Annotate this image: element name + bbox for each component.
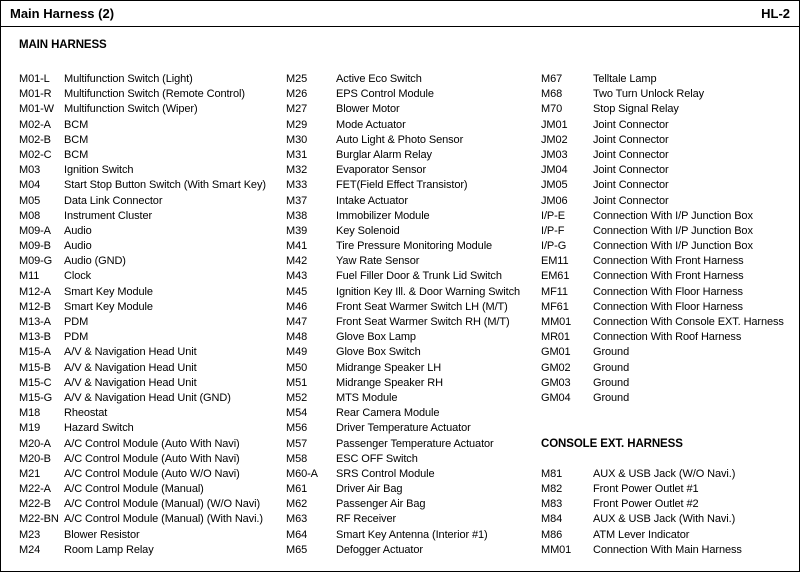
connector-code: M60-A	[286, 467, 318, 480]
connector-desc: Front Seat Warmer Switch RH (M/T)	[336, 316, 510, 328]
connector-column-1	[19, 72, 285, 558]
connector-row	[541, 300, 797, 315]
connector-desc: Connection With I/P Junction Box	[593, 209, 753, 222]
connector-code: M37	[286, 194, 308, 207]
connector-desc: Mode Actuator	[336, 118, 406, 131]
connector-row	[19, 482, 285, 497]
connector-row	[19, 330, 285, 345]
connector-row	[541, 528, 797, 543]
connector-desc: Clock	[64, 270, 92, 283]
connector-row	[286, 118, 540, 133]
connector-code: M22-BN	[19, 513, 59, 526]
connector-desc: A/V & Navigation Head Unit	[64, 376, 197, 389]
connector-desc: Front Power Outlet #1	[593, 483, 699, 496]
connector-desc: Driver Air Bag	[336, 483, 403, 496]
spacer	[541, 406, 797, 436]
connector-desc: BCM	[64, 148, 89, 161]
connector-row	[19, 361, 285, 376]
connector-row	[286, 224, 540, 239]
connector-code: GM01	[541, 346, 571, 359]
connector-row	[286, 512, 540, 527]
connector-desc: Smart Key Module	[64, 285, 153, 298]
connector-code: JM01	[541, 118, 568, 131]
connector-row	[19, 224, 285, 239]
connector-code: JM06	[541, 194, 568, 207]
connector-row	[286, 421, 540, 436]
connector-desc: FET(Field Effect Transistor)	[336, 179, 468, 192]
connector-row	[541, 467, 797, 482]
connector-row	[19, 72, 285, 87]
connector-desc: Passenger Temperature Actuator	[336, 437, 494, 450]
connector-code: M12-A	[19, 285, 51, 298]
connector-row	[286, 269, 540, 284]
connector-row	[541, 254, 797, 269]
connector-column-2	[286, 72, 540, 558]
connector-row	[286, 194, 540, 209]
connector-code: EM61	[541, 270, 570, 283]
connector-desc: RF Receiver	[336, 513, 397, 526]
connector-desc: Connection With Front Harness	[593, 255, 744, 268]
connector-row	[541, 102, 797, 117]
connector-desc: Connection With Floor Harness	[593, 285, 743, 298]
connector-desc: A/C Control Module (Manual)	[64, 483, 204, 496]
connector-desc: Room Lamp Relay	[64, 543, 154, 556]
connector-code: M15-B	[19, 361, 51, 374]
connector-desc: Driver Temperature Actuator	[336, 422, 471, 435]
connector-row	[541, 163, 797, 178]
connector-desc: Glove Box Lamp	[336, 331, 416, 344]
connector-row	[541, 330, 797, 345]
connector-code: M47	[286, 316, 308, 328]
connector-row	[19, 421, 285, 436]
connector-desc: PDM	[64, 316, 89, 328]
connector-row	[541, 345, 797, 360]
connector-code: JM03	[541, 148, 568, 161]
connector-row	[19, 239, 285, 254]
page-content	[1, 27, 799, 572]
connector-row	[19, 133, 285, 148]
connector-code: M58	[286, 452, 308, 465]
connector-code: M86	[541, 528, 563, 541]
connector-desc: Ground	[593, 346, 630, 359]
connector-desc: EPS Control Module	[336, 88, 434, 101]
connector-desc: Telltale Lamp	[593, 73, 657, 85]
connector-desc: Passenger Air Bag	[336, 498, 426, 511]
connector-row	[286, 315, 540, 330]
connector-code: M03	[19, 164, 41, 177]
connector-code: I/P-E	[541, 209, 565, 222]
connector-desc: Hazard Switch	[64, 422, 134, 435]
connector-code: M09-B	[19, 240, 51, 253]
connector-row	[541, 315, 797, 330]
connector-desc: Front Seat Warmer Switch LH (M/T)	[336, 300, 508, 313]
connector-desc: Key Solenoid	[336, 224, 400, 237]
connector-code: M12-B	[19, 300, 51, 313]
connector-desc: Connection With Floor Harness	[593, 300, 743, 313]
connector-row	[19, 452, 285, 467]
connector-column-3	[541, 72, 797, 558]
connector-desc: Joint Connector	[593, 164, 669, 177]
connector-code: M08	[19, 209, 41, 222]
connector-desc: Connection With I/P Junction Box	[593, 240, 753, 253]
connector-code: M62	[286, 498, 308, 511]
connector-row	[286, 300, 540, 315]
connector-row	[286, 72, 540, 87]
connector-desc: Rear Camera Module	[336, 407, 440, 420]
connector-code: M20-A	[19, 437, 51, 450]
connector-row	[19, 437, 285, 452]
connector-code: M43	[286, 270, 308, 283]
connector-code: M61	[286, 483, 308, 496]
main-harness-heading: MAIN HARNESS	[19, 39, 107, 51]
connector-desc: Active Eco Switch	[336, 73, 422, 85]
connector-code: M64	[286, 528, 308, 541]
connector-code: M70	[541, 103, 563, 116]
connector-code: M57	[286, 437, 308, 450]
connector-code: MR01	[541, 331, 570, 344]
console-ext-harness-heading: CONSOLE EXT. HARNESS	[541, 437, 683, 450]
connector-desc: Joint Connector	[593, 194, 669, 207]
connector-code: M41	[286, 240, 308, 253]
connector-row	[541, 87, 797, 102]
connector-row	[19, 194, 285, 209]
connector-desc: SRS Control Module	[336, 467, 435, 480]
connector-code: M31	[286, 148, 308, 161]
connector-desc: MTS Module	[336, 391, 398, 404]
connector-desc: BCM	[64, 133, 89, 146]
connector-row	[286, 376, 540, 391]
connector-row	[19, 148, 285, 163]
connector-row	[286, 437, 540, 452]
connector-desc: Ground	[593, 361, 630, 374]
connector-code: M19	[19, 422, 41, 435]
connector-desc: Blower Resistor	[64, 528, 140, 541]
connector-code: I/P-G	[541, 240, 567, 253]
connector-desc: Burglar Alarm Relay	[336, 148, 432, 161]
connector-desc: Midrange Speaker LH	[336, 361, 442, 374]
connector-desc: Auto Light & Photo Sensor	[336, 133, 464, 146]
connector-code: M21	[19, 467, 41, 480]
connector-code: M29	[286, 118, 308, 131]
connector-desc: Connection With Roof Harness	[593, 331, 742, 344]
connector-code: EM11	[541, 255, 569, 268]
connector-code: GM04	[541, 391, 571, 404]
connector-row	[286, 361, 540, 376]
connector-code: M48	[286, 331, 308, 344]
connector-code: M39	[286, 224, 308, 237]
connector-desc: Midrange Speaker RH	[336, 376, 443, 389]
connector-row	[19, 87, 285, 102]
connector-desc: Stop Signal Relay	[593, 103, 679, 116]
connector-row	[286, 345, 540, 360]
connector-desc: Joint Connector	[593, 179, 669, 192]
connector-code: M33	[286, 179, 308, 192]
connector-code: M22-B	[19, 498, 51, 511]
connector-row	[541, 72, 797, 87]
connector-code: M56	[286, 422, 308, 435]
connector-code: M15-G	[19, 391, 53, 404]
connector-code: M09-G	[19, 255, 53, 268]
connector-code: JM05	[541, 179, 568, 192]
connector-desc: Defogger Actuator	[336, 543, 423, 556]
connector-desc: Start Stop Button Switch (With Smart Key)	[64, 179, 266, 192]
connector-row	[286, 254, 540, 269]
connector-row	[19, 315, 285, 330]
connector-code: JM02	[541, 133, 568, 146]
connector-code: M52	[286, 391, 308, 404]
connector-row	[286, 482, 540, 497]
connector-code: M13-A	[19, 316, 51, 328]
connector-desc: Connection With Main Harness	[593, 543, 742, 556]
connector-row	[19, 285, 285, 300]
connector-desc: Two Turn Unlock Relay	[593, 88, 704, 101]
connector-desc: AUX & USB Jack (With Navi.)	[593, 513, 736, 526]
connector-row	[19, 345, 285, 360]
connector-row	[286, 391, 540, 406]
connector-code: M63	[286, 513, 308, 526]
connector-desc: AUX & USB Jack (W/O Navi.)	[593, 467, 736, 480]
connector-desc: Instrument Cluster	[64, 209, 153, 222]
connector-row	[286, 285, 540, 300]
connector-code: M01-L	[19, 73, 50, 85]
connector-desc: Multifunction Switch (Remote Control)	[64, 88, 245, 101]
connector-desc: Joint Connector	[593, 148, 669, 161]
connector-desc: A/C Control Module (Manual) (W/O Navi)	[64, 498, 261, 511]
connector-desc: A/V & Navigation Head Unit	[64, 361, 197, 374]
connector-row	[541, 376, 797, 391]
connector-row	[19, 118, 285, 133]
connector-code: M27	[286, 103, 308, 116]
connector-row	[286, 163, 540, 178]
connector-desc: Connection With Console EXT. Harness	[593, 316, 784, 328]
connector-code: M25	[286, 73, 308, 85]
connector-row	[286, 102, 540, 117]
connector-code: MM01	[541, 316, 572, 328]
connector-code: M23	[19, 528, 41, 541]
connector-code: M18	[19, 407, 41, 420]
connector-desc: Joint Connector	[593, 118, 669, 131]
connector-desc: Multifunction Switch (Wiper)	[64, 103, 198, 116]
main-harness-col3-rows	[541, 72, 797, 406]
connector-row	[19, 300, 285, 315]
connector-code: M30	[286, 133, 308, 146]
connector-desc: ESC OFF Switch	[336, 452, 418, 465]
connector-code: M05	[19, 194, 41, 207]
connector-row	[286, 497, 540, 512]
connector-desc: Rheostat	[64, 407, 108, 420]
connector-code: M84	[541, 513, 563, 526]
connector-code: M45	[286, 285, 308, 298]
connector-row	[286, 543, 540, 558]
connector-code: M42	[286, 255, 308, 268]
connector-row	[541, 285, 797, 300]
page-header	[1, 1, 799, 27]
connector-desc: Front Power Outlet #2	[593, 498, 699, 511]
connector-row	[286, 330, 540, 345]
connector-desc: Intake Actuator	[336, 194, 408, 207]
connector-code: M51	[286, 376, 308, 389]
connector-row	[19, 512, 285, 527]
connector-code: M04	[19, 179, 41, 192]
connector-row	[541, 482, 797, 497]
connector-desc: A/C Control Module (Auto W/O Navi)	[64, 467, 240, 480]
connector-row	[541, 194, 797, 209]
connector-code: M65	[286, 543, 308, 556]
connector-desc: Connection With I/P Junction Box	[593, 224, 753, 237]
connector-desc: PDM	[64, 331, 89, 344]
connector-desc: Fuel Filler Door & Trunk Lid Switch	[336, 270, 502, 283]
connector-code: M09-A	[19, 224, 51, 237]
connector-code: M46	[286, 300, 308, 313]
connector-code: M20-B	[19, 452, 51, 465]
connector-code: MM01	[541, 543, 572, 556]
connector-code: M54	[286, 407, 308, 420]
connector-code: M15-A	[19, 346, 51, 359]
connector-desc: A/C Control Module (Auto With Navi)	[64, 452, 240, 465]
connector-row	[541, 543, 797, 558]
connector-desc: Tire Pressure Monitoring Module	[336, 240, 493, 253]
connector-row	[541, 361, 797, 376]
connector-desc: Ground	[593, 376, 630, 389]
connector-row	[541, 148, 797, 163]
connector-code: M32	[286, 164, 308, 177]
connector-code: M01-W	[19, 103, 54, 116]
connector-code: M83	[541, 498, 563, 511]
connector-row	[286, 528, 540, 543]
connector-code: M02-A	[19, 118, 51, 131]
connector-row	[541, 239, 797, 254]
connector-code: M49	[286, 346, 308, 359]
connector-desc: BCM	[64, 118, 89, 131]
connector-desc: Audio (GND)	[64, 255, 126, 268]
connector-desc: Data Link Connector	[64, 194, 163, 207]
connector-code: M13-B	[19, 331, 51, 344]
connector-code: M81	[541, 467, 563, 480]
connector-desc: ATM Lever Indicator	[593, 528, 690, 541]
connector-row	[19, 406, 285, 421]
connector-desc: Ignition Switch	[64, 164, 134, 177]
connector-code: M82	[541, 483, 563, 496]
connector-row	[286, 467, 540, 482]
connector-code: M68	[541, 88, 563, 101]
connector-code: M01-R	[19, 88, 52, 101]
connector-row	[19, 269, 285, 284]
page-title: Main Harness (2)	[10, 6, 115, 21]
connector-row	[541, 224, 797, 239]
connector-desc: Ignition Key Ill. & Door Warning Switch	[336, 285, 520, 298]
connector-row	[19, 254, 285, 269]
connector-row	[541, 391, 797, 406]
connector-code: JM04	[541, 164, 568, 177]
connector-row	[286, 209, 540, 224]
connector-desc: Evaporator Sensor	[336, 164, 427, 177]
connector-row	[286, 452, 540, 467]
connector-row	[541, 497, 797, 512]
connector-desc: A/V & Navigation Head Unit	[64, 346, 197, 359]
connector-desc: Glove Box Switch	[336, 346, 421, 359]
connector-desc: Immobilizer Module	[336, 209, 430, 222]
connector-row	[541, 512, 797, 527]
console-ext-harness-rows	[541, 467, 797, 558]
connector-desc: Connection With Front Harness	[593, 270, 744, 283]
connector-code: GM02	[541, 361, 571, 374]
connector-row	[286, 406, 540, 421]
connector-desc: Blower Motor	[336, 103, 400, 116]
connector-desc: Yaw Rate Sensor	[336, 255, 420, 268]
connector-row	[286, 148, 540, 163]
connector-row	[541, 133, 797, 148]
connector-code: GM03	[541, 376, 571, 389]
connector-code: M02-C	[19, 148, 52, 161]
connector-row	[19, 467, 285, 482]
connector-row	[19, 178, 285, 193]
connector-desc: Smart Key Module	[64, 300, 153, 313]
connector-row	[541, 269, 797, 284]
connector-row	[19, 376, 285, 391]
connector-code: M11	[19, 270, 40, 283]
connector-row	[19, 209, 285, 224]
connector-desc: Multifunction Switch (Light)	[64, 73, 193, 85]
connector-desc: Ground	[593, 391, 630, 404]
connector-row	[19, 163, 285, 178]
connector-row	[19, 391, 285, 406]
connector-code: M38	[286, 209, 308, 222]
page-code: HL-2	[761, 6, 790, 21]
connector-row	[286, 87, 540, 102]
spacer	[541, 452, 797, 467]
connector-row	[19, 528, 285, 543]
connector-code: M15-C	[19, 376, 52, 389]
connector-code: M22-A	[19, 483, 51, 496]
connector-code: M24	[19, 543, 41, 556]
connector-desc: Joint Connector	[593, 133, 669, 146]
connector-code: MF11	[541, 285, 568, 298]
connector-row	[541, 209, 797, 224]
connector-code: M02-B	[19, 133, 51, 146]
connector-row	[286, 133, 540, 148]
connector-code: M67	[541, 73, 563, 85]
connector-row	[19, 102, 285, 117]
connector-row	[286, 239, 540, 254]
connector-row	[541, 178, 797, 193]
connector-desc: Audio	[64, 224, 92, 237]
connector-code: I/P-F	[541, 224, 565, 237]
connector-desc: A/C Control Module (Manual) (With Navi.)	[64, 513, 263, 526]
connector-code: MF61	[541, 300, 569, 313]
connector-desc: Smart Key Antenna (Interior #1)	[336, 528, 488, 541]
connector-desc: Audio	[64, 240, 92, 253]
connector-desc: A/C Control Module (Auto With Navi)	[64, 437, 240, 450]
connector-desc: A/V & Navigation Head Unit (GND)	[64, 391, 231, 404]
connector-code: M50	[286, 361, 308, 374]
connector-row	[541, 118, 797, 133]
connector-row	[286, 178, 540, 193]
connector-row	[19, 497, 285, 512]
connector-row	[19, 543, 285, 558]
connector-code: M26	[286, 88, 308, 101]
